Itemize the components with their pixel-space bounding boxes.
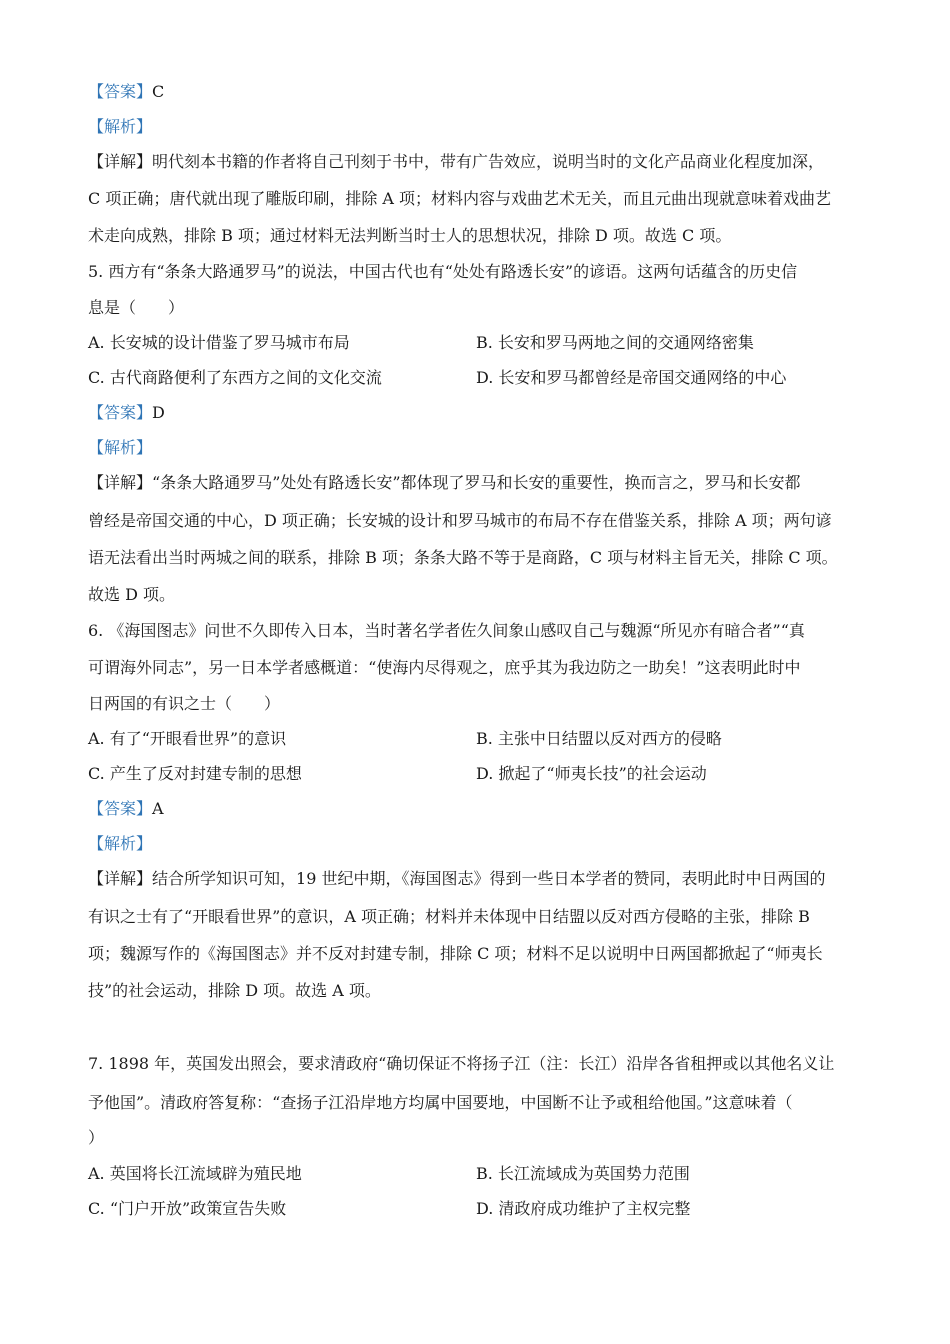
answer-tag: 【答案】 <box>88 799 153 818</box>
question-stem: 可谓海外同志”，另一日本学者感概道：“使海内尽得观之，庶乎其为我边防之一助矣！”这表明此时中 <box>88 658 801 677</box>
detail-text: “条条大路通罗马”处处有路透长安”都体现了罗马和长安的重要性，换而言之，罗马和长安都 <box>152 473 801 492</box>
question-stem: 6. 《海国图志》问世不久即传入日本，当时著名学者佐久间象山感叹自己与魏源“所见亦有暗合者”“真 <box>88 621 805 640</box>
detail-tag: 【详解】 <box>88 473 153 492</box>
analysis-tag: 【解析】 <box>88 834 153 853</box>
option-d: D. 长安和罗马都曾经是帝国交通网络的中心 <box>476 368 787 387</box>
detail-line: 曾经是帝国交通的中心，D 项正确；长安城的设计和罗马城市的布局不存在借鉴关系，排除 A 项；两句谚 <box>88 511 832 530</box>
answer-line <box>88 82 863 102</box>
detail-line: 技”的社会运动，排除 D 项。故选 A 项。 <box>88 981 381 1000</box>
option-c: C. 产生了反对封建专制的思想 <box>88 764 302 783</box>
question-stem: 7. 1898 年，英国发出照会，要求清政府“确切保证不将扬子江（注：长江）沿岸各省租押或以其他名义让 <box>88 1054 835 1073</box>
detail-line: 语无法看出当时两城之间的联系，排除 B 项；条条大路不等于是商路，C 项与材料主旨无关，排除 C 项。 <box>88 548 838 567</box>
detail-text: 结合所学知识可知，19 世纪中期，《海国图志》得到一些日本学者的赞同，表明此时中日两国的 <box>152 869 826 888</box>
question-stem: 5. 西方有“条条大路通罗马”的说法，中国古代也有“处处有路透长安”的谚语。这两句话蕴含的历史信 <box>88 262 798 281</box>
detail-line <box>88 473 863 493</box>
option-c: C. “门户开放”政策宣告失败 <box>88 1199 287 1218</box>
detail-line <box>88 152 863 172</box>
analysis-tag: 【解析】 <box>88 117 153 136</box>
option-a: A. 长安城的设计借鉴了罗马城市布局 <box>88 333 350 352</box>
detail-line: 有识之士有了“开眼看世界”的意识，A 项正确；材料并未体现中日结盟以反对西方侵略的主张，排除 B <box>88 907 810 926</box>
option-c: C. 古代商路便利了东西方之间的文化交流 <box>88 368 382 387</box>
option-d: D. 清政府成功维护了主权完整 <box>476 1199 691 1218</box>
option-b: B. 长安和罗马两地之间的交通网络密集 <box>476 333 754 352</box>
question-stem: 息是（ ） <box>88 298 185 317</box>
analysis-tag: 【解析】 <box>88 438 153 457</box>
answer-value: D <box>152 403 165 422</box>
answer-line <box>88 403 863 423</box>
detail-line <box>88 869 863 889</box>
detail-tag: 【详解】 <box>88 869 153 888</box>
answer-value: A <box>152 799 164 818</box>
answer-value: C <box>152 82 165 101</box>
question-stem: ） <box>88 1128 105 1147</box>
option-d: D. 掀起了“师夷长技”的社会运动 <box>476 764 707 783</box>
detail-line: 术走向成熟，排除 B 项；通过材料无法判断当时士人的思想状况，排除 D 项。故选 C 项。 <box>88 226 732 245</box>
answer-tag: 【答案】 <box>88 403 153 422</box>
detail-text: 明代刻本书籍的作者将自己刊刻于书中，带有广告效应，说明当时的文化产品商业化程度加深， <box>152 152 825 171</box>
detail-line: 故选 D 项。 <box>88 585 176 604</box>
answer-line <box>88 799 863 819</box>
option-b: B. 长江流域成为英国势力范围 <box>476 1164 690 1183</box>
option-a: A. 有了“开眼看世界”的意识 <box>88 729 287 748</box>
question-stem: 日两国的有识之士（ ） <box>88 694 281 713</box>
answer-tag: 【答案】 <box>88 82 153 101</box>
detail-line: 项；魏源写作的《海国图志》并不反对封建专制，排除 C 项；材料不足以说明中日两国都掀起了“师夷长 <box>88 944 823 963</box>
question-stem: 予他国”。清政府答复称：“查扬子江沿岸地方均属中国要地，中国断不让予或租给他国。”这意味着（ <box>88 1093 793 1112</box>
detail-tag: 【详解】 <box>88 152 153 171</box>
option-b: B. 主张中日结盟以反对西方的侵略 <box>476 729 722 748</box>
detail-line: C 项正确；唐代就出现了雕版印刷，排除 A 项；材料内容与戏曲艺术无关，而且元曲出现就意味着戏曲艺 <box>88 189 832 208</box>
option-a: A. 英国将长江流域辟为殖民地 <box>88 1164 302 1183</box>
